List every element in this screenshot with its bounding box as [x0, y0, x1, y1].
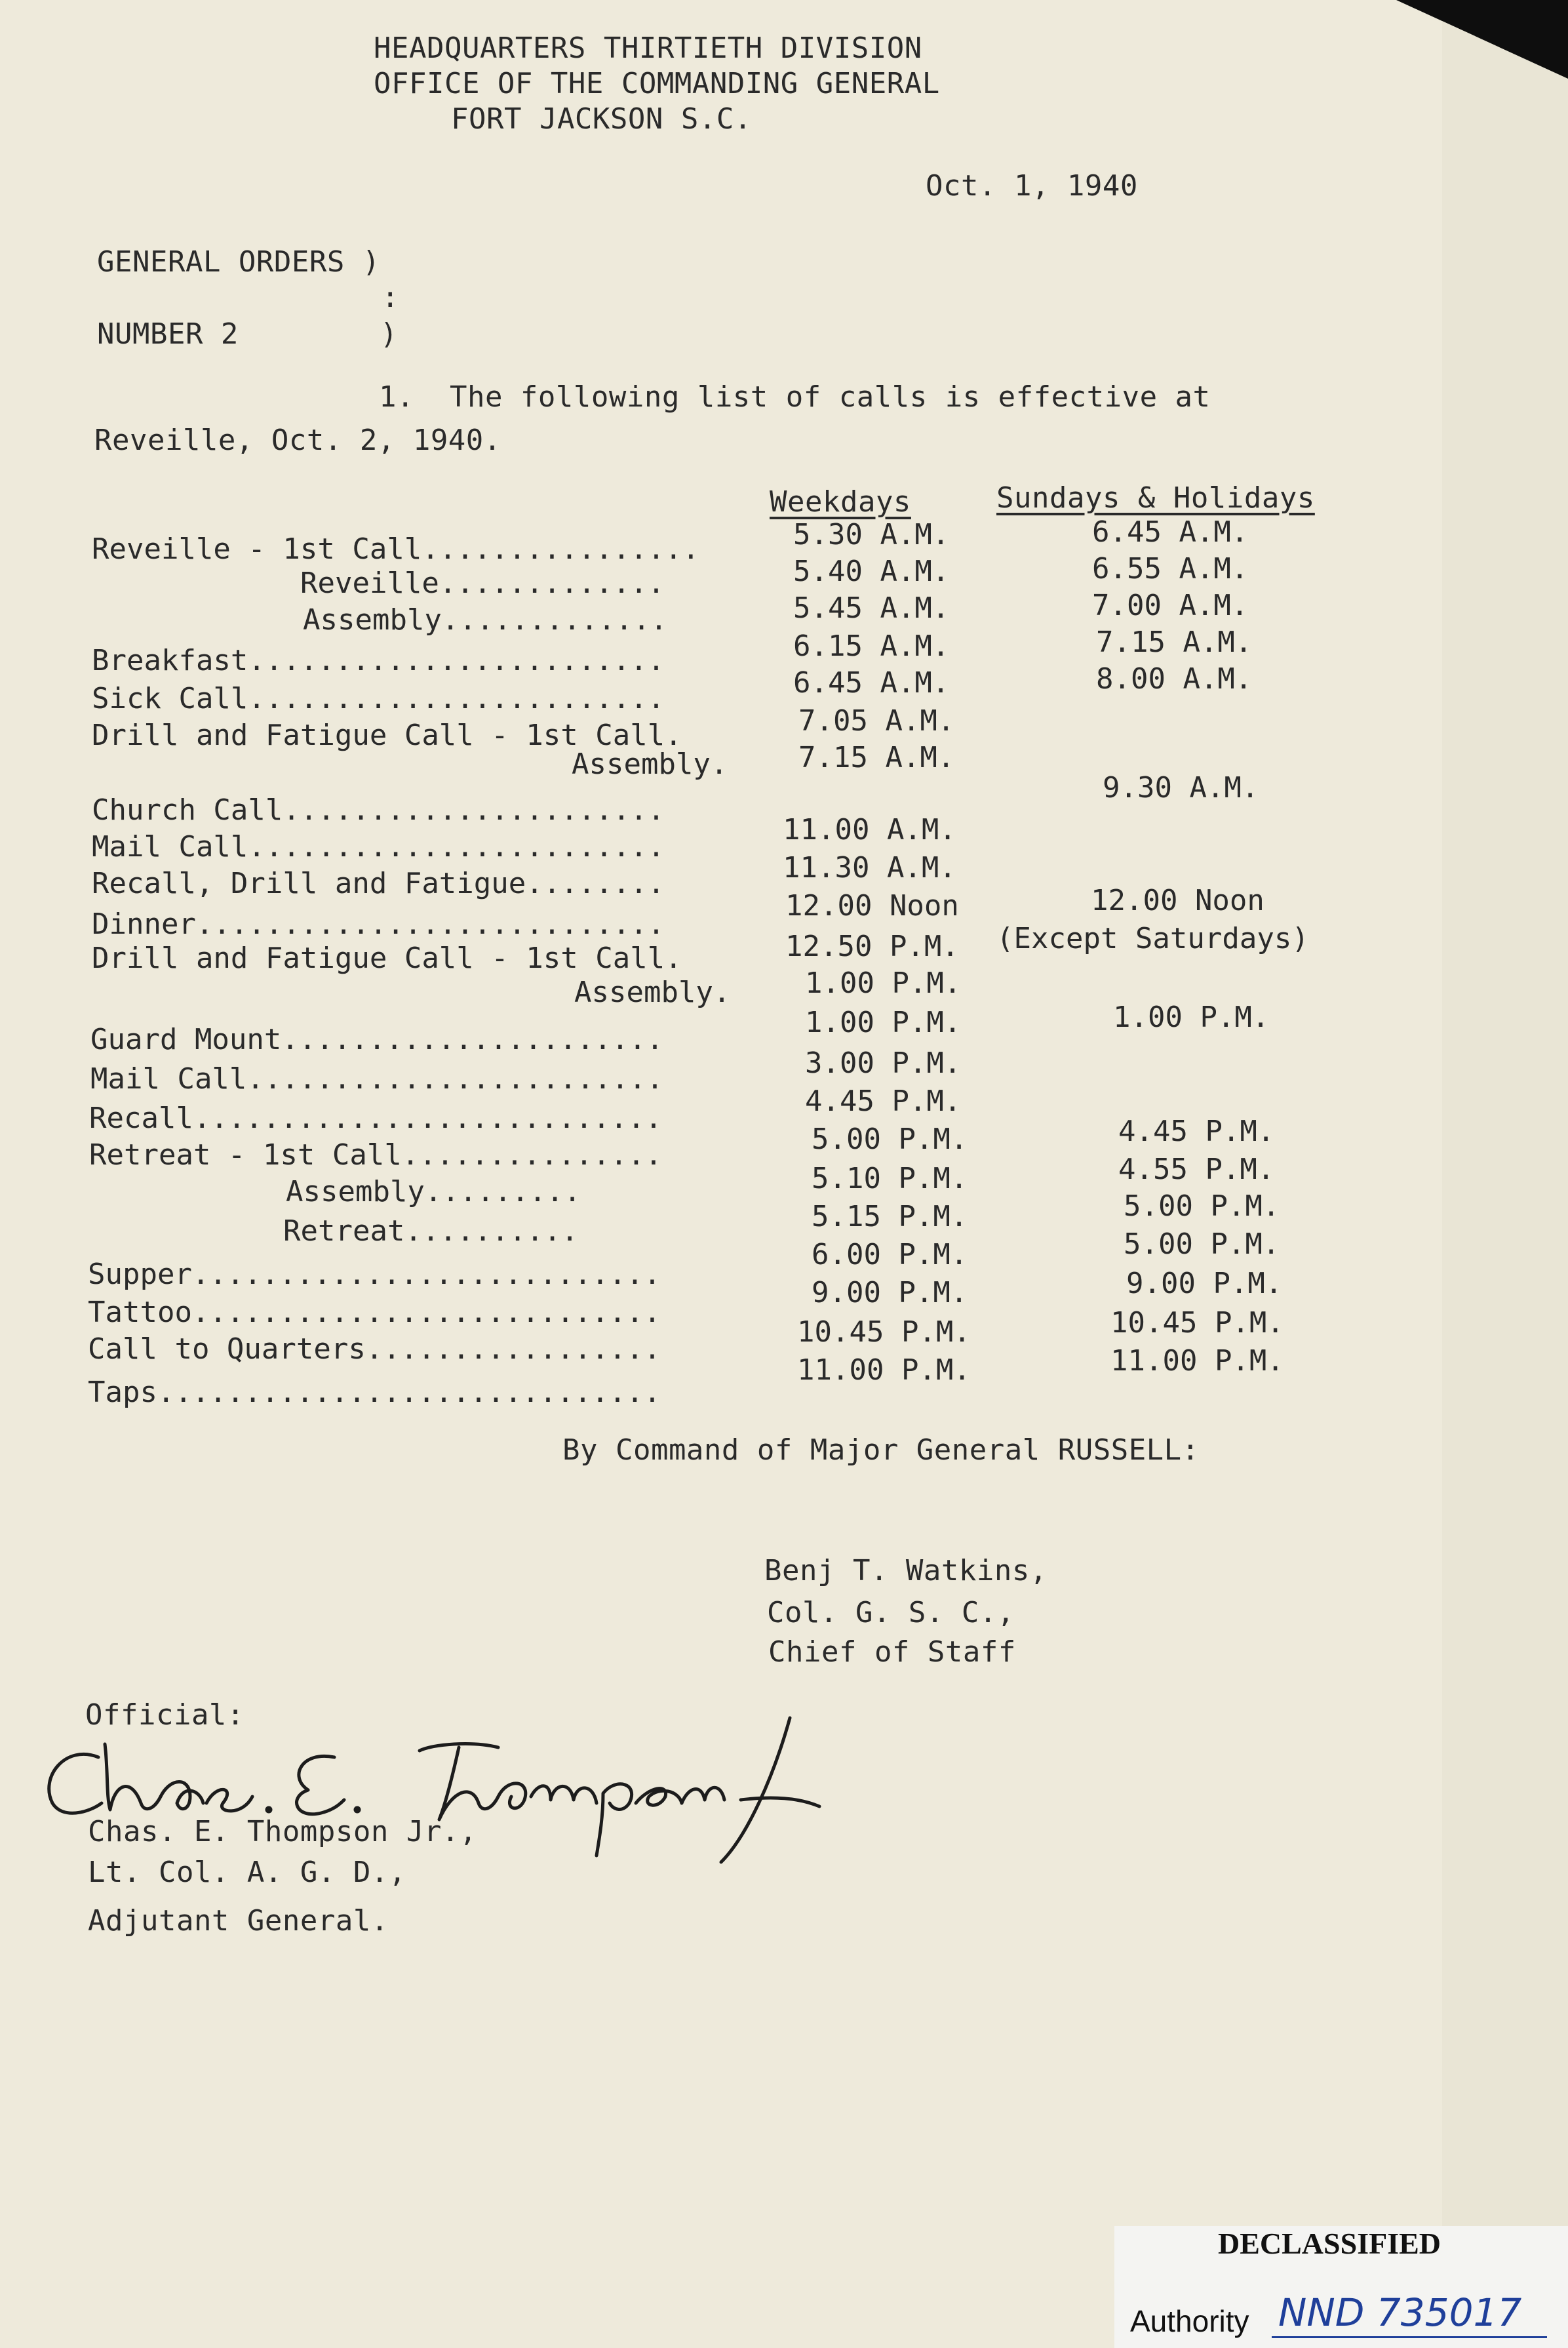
table-row-label: Drill and Fatigue Call - 1st Call. [92, 942, 682, 975]
table-row-label: Retreat.......... [283, 1214, 579, 1248]
table-row-weekday: 11.00 P.M. [797, 1353, 971, 1387]
table-row-label: Assembly......... [286, 1175, 581, 1208]
table-row-sunday: 9.30 A.M. [1103, 771, 1259, 805]
table-row-label: Breakfast........................ [92, 644, 665, 677]
table-row-weekday: 10.45 P.M. [797, 1315, 971, 1349]
header-line-2: OFFICE OF THE COMMANDING GENERAL [374, 67, 940, 100]
table-row-label: Reveille - 1st Call................ [92, 532, 700, 566]
table-row-weekday: 1.00 P.M. [805, 966, 962, 1000]
official-label: Official: [85, 1698, 245, 1732]
table-row-sunday: 4.55 P.M. [1118, 1153, 1275, 1186]
stamp-title: DECLASSIFIED [1218, 2227, 1441, 2260]
header-line-3: FORT JACKSON S.C. [451, 102, 752, 136]
table-row-sunday: 10.45 P.M. [1110, 1306, 1284, 1340]
table-row-weekday: 7.15 A.M. [798, 741, 955, 774]
table-row-sunday: 5.00 P.M. [1124, 1189, 1280, 1223]
table-row-weekday: 5.10 P.M. [812, 1162, 968, 1195]
table-row-weekday: 6.15 A.M. [793, 629, 950, 663]
table-row-weekday: 12.50 P.M. [785, 930, 959, 963]
table-row-sunday: 8.00 A.M. [1096, 662, 1253, 696]
table-row-label: Supper........................... [88, 1258, 661, 1291]
table-row-sunday: 7.00 A.M. [1092, 589, 1249, 622]
table-row-weekday: 7.05 A.M. [798, 704, 955, 738]
document-date: Oct. 1, 1940 [926, 169, 1138, 203]
table-row-sunday: 1.00 P.M. [1113, 1001, 1270, 1034]
table-row-weekday: 1.00 P.M. [805, 1006, 962, 1039]
chief-title: Chief of Staff [768, 1635, 1016, 1669]
table-row-sunday: 7.15 A.M. [1096, 626, 1253, 659]
table-row-sunday: 4.45 P.M. [1118, 1115, 1275, 1148]
table-row-label: Guard Mount...................... [90, 1023, 664, 1056]
table-row-label: Tattoo........................... [88, 1296, 661, 1329]
table-row-label: Recall, Drill and Fatigue........ [92, 867, 665, 900]
declassified-stamp [1114, 2226, 1568, 2348]
table-row-weekday: 5.30 A.M. [793, 518, 950, 551]
table-row-label: Call to Quarters................. [88, 1332, 661, 1366]
table-row-sunday: 5.00 P.M. [1124, 1227, 1280, 1261]
command-line: By Command of Major General RUSSELL: [562, 1433, 1200, 1467]
table-row-weekday: 6.45 A.M. [793, 666, 950, 700]
general-orders-label: GENERAL ORDERS ) [97, 245, 380, 279]
paper-edge [1442, 0, 1568, 2348]
table-row-sunday: (Except Saturdays) [996, 922, 1309, 955]
stamp-authority-label: Authority [1130, 2304, 1249, 2338]
orders-number: NUMBER 2 ) [97, 317, 398, 351]
table-row-label: Reveille............. [300, 567, 665, 600]
table-row-label: Drill and Fatigue Call - 1st Call. [92, 719, 682, 752]
table-row-weekday: 12.00 Noon [785, 889, 959, 923]
intro-line-2: Reveille, Oct. 2, 1940. [94, 424, 501, 457]
table-row-label: Assembly. [572, 747, 728, 781]
table-row-weekday: 5.00 P.M. [812, 1123, 968, 1156]
table-row-sunday: 6.55 A.M. [1092, 552, 1249, 586]
official-title: Adjutant General. [88, 1904, 389, 1938]
table-row-label: Sick Call........................ [92, 682, 665, 715]
table-row-label: Dinner........................... [92, 907, 665, 941]
intro-line-1: 1. The following list of calls is effective at [379, 380, 1211, 414]
table-row-weekday: 9.00 P.M. [812, 1276, 968, 1309]
sundays-column-header: Sundays & Holidays [996, 481, 1315, 515]
table-row-weekday: 11.30 A.M. [783, 851, 956, 885]
official-rank: Lt. Col. A. G. D., [88, 1856, 406, 1889]
table-row-sunday: 11.00 P.M. [1110, 1344, 1284, 1378]
table-row-weekday: 11.00 A.M. [783, 813, 956, 846]
table-row-weekday: 5.40 A.M. [793, 555, 950, 588]
table-row-label: Taps............................. [88, 1376, 661, 1409]
table-row-label: Assembly............. [303, 603, 668, 637]
table-row-sunday: 9.00 P.M. [1126, 1267, 1283, 1300]
table-row-weekday: 5.15 P.M. [812, 1200, 968, 1233]
table-row-label: Mail Call........................ [92, 830, 665, 864]
table-row-label: Mail Call........................ [90, 1062, 664, 1096]
stamp-authority-value: NND 735017 [1278, 2290, 1522, 2335]
weekdays-column-header: Weekdays [770, 485, 911, 519]
table-row-weekday: 5.45 A.M. [793, 591, 950, 625]
chief-name: Benj T. Watkins, [764, 1554, 1048, 1587]
table-row-sunday: 12.00 Noon [1091, 884, 1264, 917]
table-row-weekday: 3.00 P.M. [805, 1046, 962, 1080]
table-row-label: Church Call...................... [92, 793, 665, 827]
table-row-label: Assembly. [574, 976, 731, 1009]
official-name: Chas. E. Thompson Jr., [88, 1815, 477, 1848]
table-row-label: Recall........................... [89, 1102, 663, 1135]
table-row-weekday: 6.00 P.M. [812, 1238, 968, 1271]
table-row-weekday: 4.45 P.M. [805, 1084, 962, 1118]
table-row-sunday: 6.45 A.M. [1092, 515, 1249, 549]
stamp-underline [1272, 2336, 1547, 2338]
header-line-1: HEADQUARTERS THIRTIETH DIVISION [374, 31, 922, 65]
table-row-label: Retreat - 1st Call............... [89, 1138, 663, 1172]
chief-rank: Col. G. S. C., [767, 1596, 1015, 1629]
orders-colon: : [382, 281, 399, 314]
